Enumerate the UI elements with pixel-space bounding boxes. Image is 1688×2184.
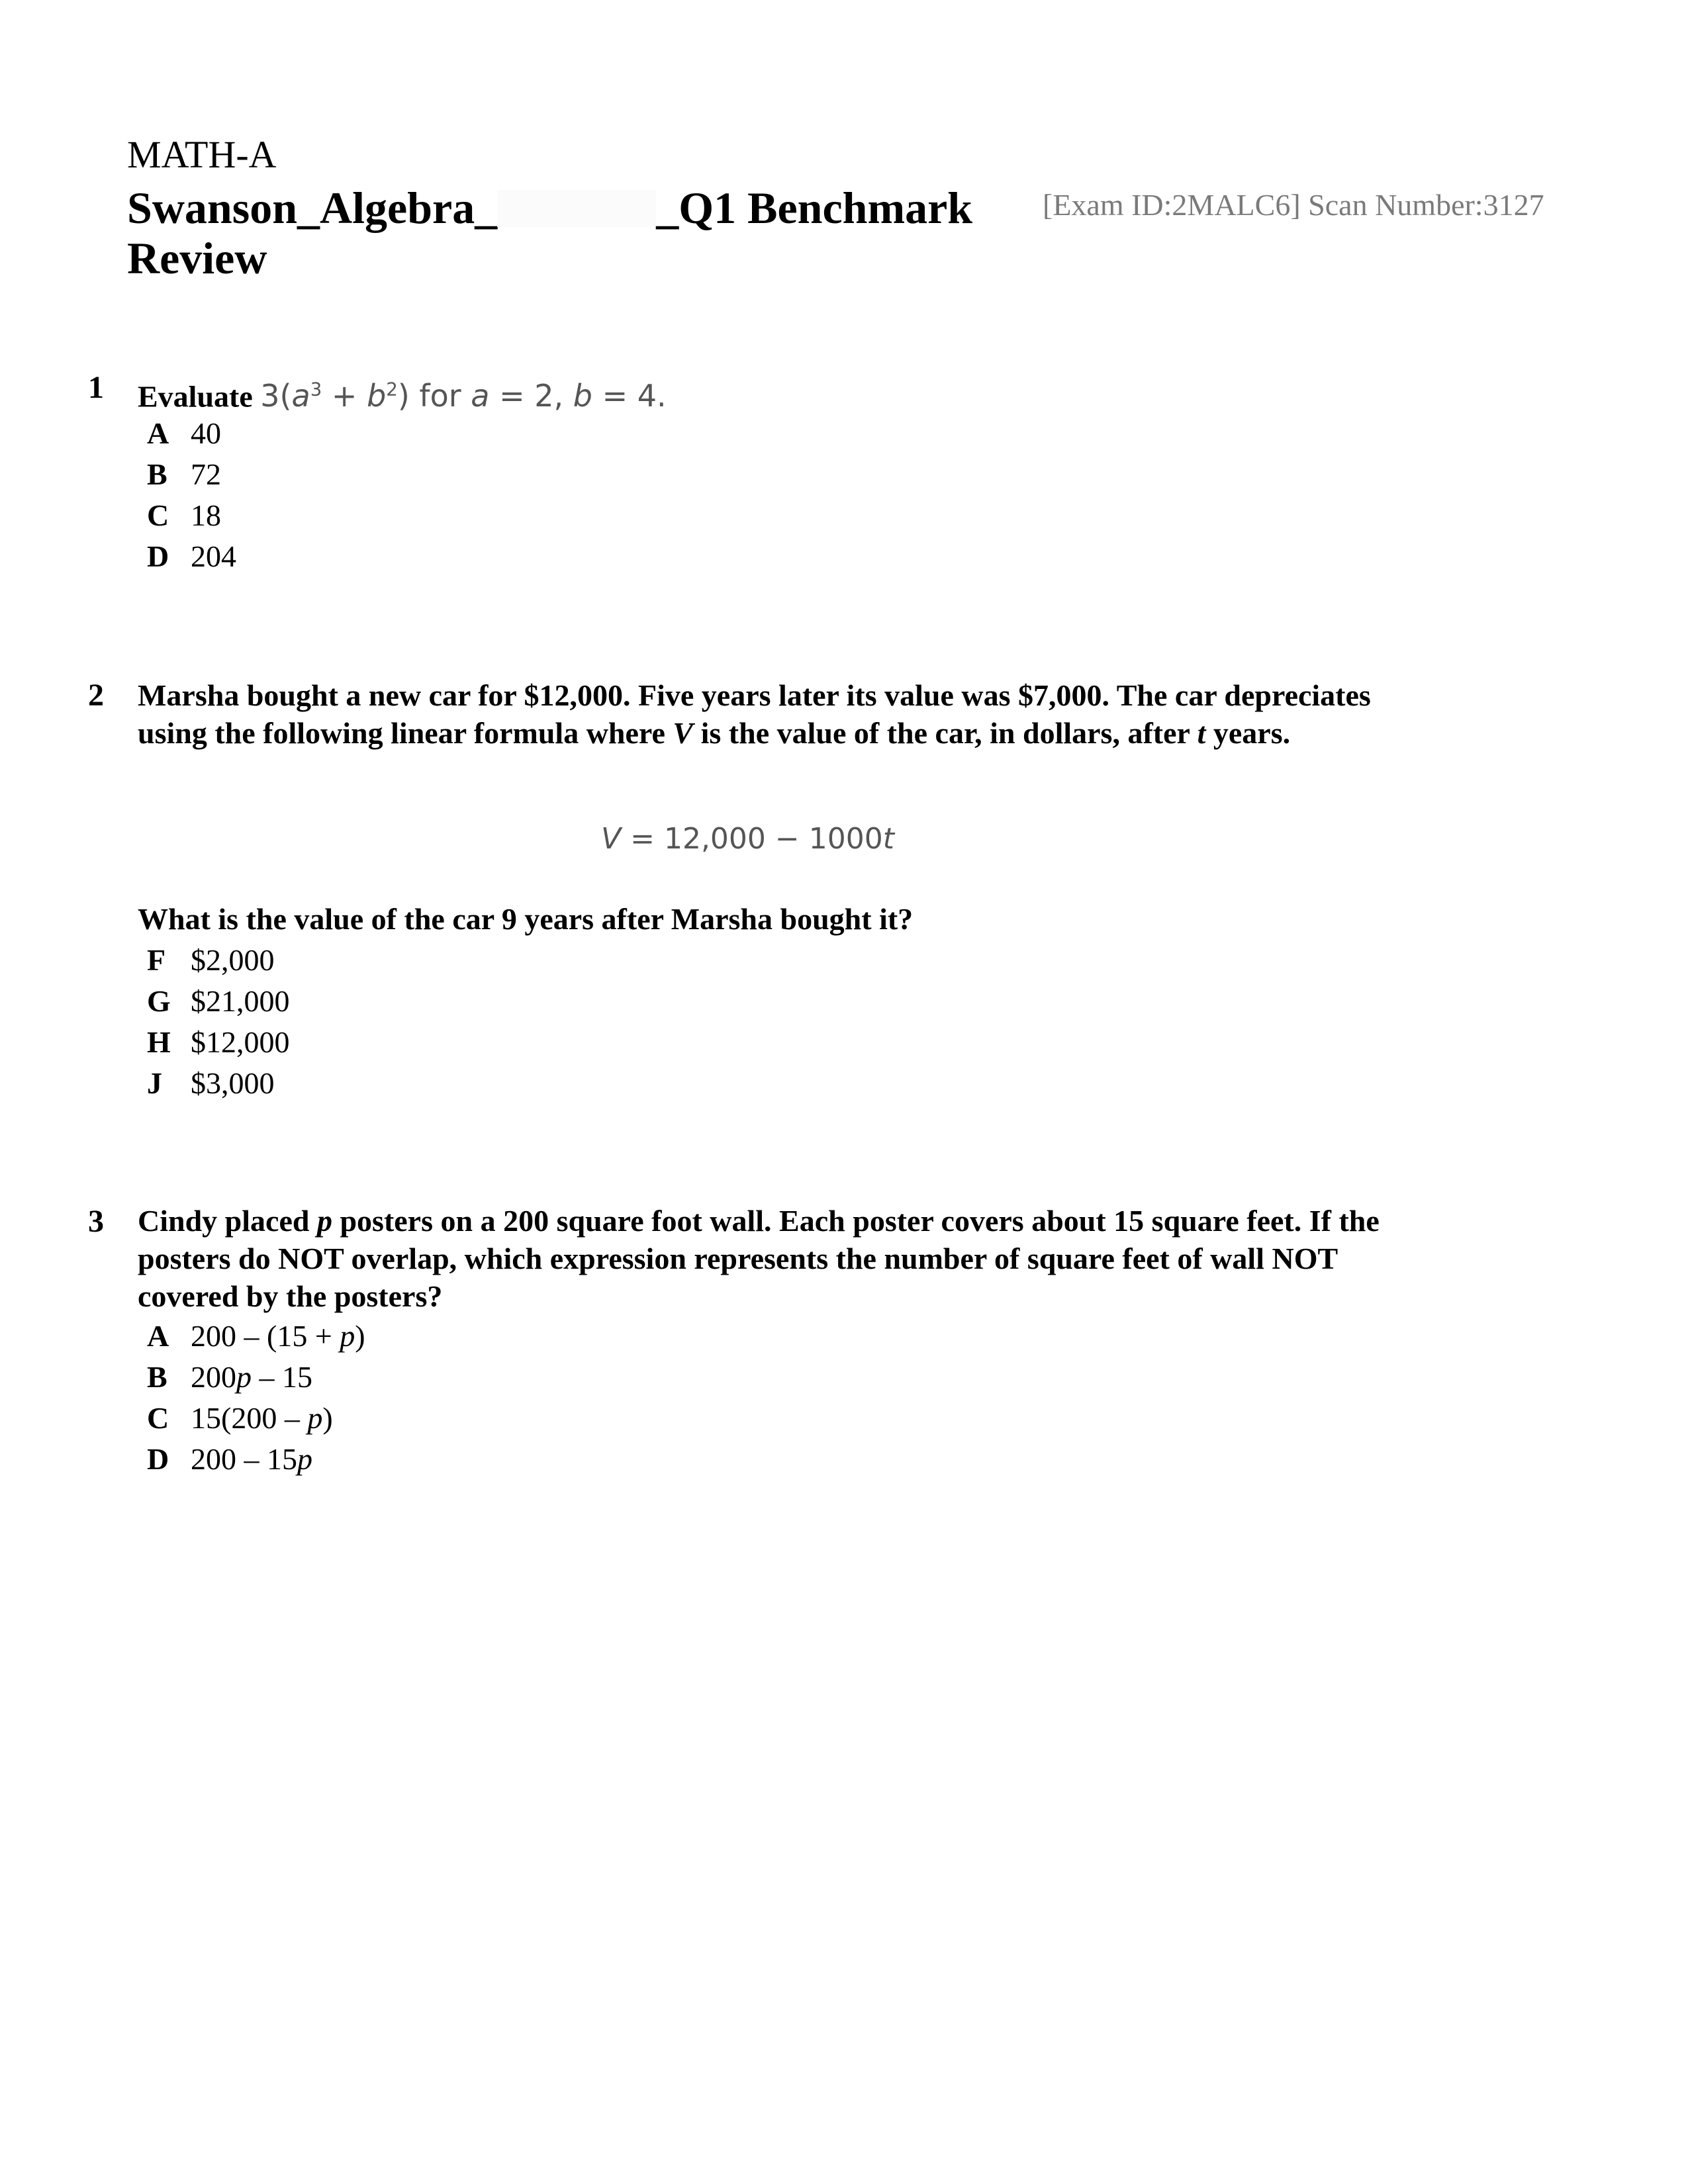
question-prompt-text: Evaluate — [138, 379, 253, 414]
question-stem: Cindy placed p posters on a 200 square foot wall. Each poster covers about 15 square feet. If the posters do NOT overlap, which expression represents the number of square feet of wall NOT covered by the posters? — [138, 1204, 1380, 1313]
exam-title — [127, 183, 1054, 283]
question-prompt: What is the value of the car 9 years after Marsha bought it? — [138, 902, 914, 936]
answer-option[interactable]: G $21,000 — [147, 984, 290, 1018]
answer-options — [147, 940, 290, 1104]
answer-option[interactable]: D 200 – 15p — [147, 1442, 312, 1476]
question-prompt — [138, 371, 1395, 415]
answer-options — [147, 1316, 365, 1480]
answer-option[interactable]: A 200 – (15 + p) — [147, 1319, 365, 1353]
subject-label: MATH-A — [127, 133, 277, 176]
answer-option[interactable]: B 200p – 15 — [147, 1360, 312, 1394]
exam-id-label: [Exam ID:2MALC6] Scan Number:3127 — [1043, 188, 1544, 222]
answer-option[interactable]: J $3,000 — [147, 1066, 275, 1100]
question-number: 1 — [88, 370, 104, 405]
answer-option[interactable]: B 72 — [147, 457, 221, 491]
title-line-2: Review — [127, 233, 267, 283]
answer-option[interactable]: A 40 — [147, 416, 221, 450]
answer-option[interactable]: D 204 — [147, 539, 236, 573]
redacted-region — [497, 190, 656, 227]
math-expression: $3(a^3 + b^2)$ for a = 2, b = 4. — [260, 378, 667, 414]
answer-option[interactable]: H $12,000 — [147, 1025, 290, 1059]
answer-options — [147, 413, 236, 577]
answer-option[interactable]: C 15(200 – p) — [147, 1401, 333, 1435]
question-number: 2 — [88, 678, 104, 713]
title-part-1: Swanson_Algebra_ — [127, 183, 498, 233]
title-part-2: _Q1 Benchmark — [656, 183, 973, 233]
formula: V = 12,000 − 1000t — [601, 822, 894, 856]
question-number: 3 — [88, 1204, 104, 1239]
answer-option[interactable]: F $2,000 — [147, 943, 275, 977]
question-stem: Marsha bought a new car for $12,000. Five years later its value was $7,000. The car depreciates using the following linear formula where V is the value of the car, in dollars, after t years. — [138, 678, 1371, 750]
answer-option[interactable]: C 18 — [147, 498, 221, 532]
